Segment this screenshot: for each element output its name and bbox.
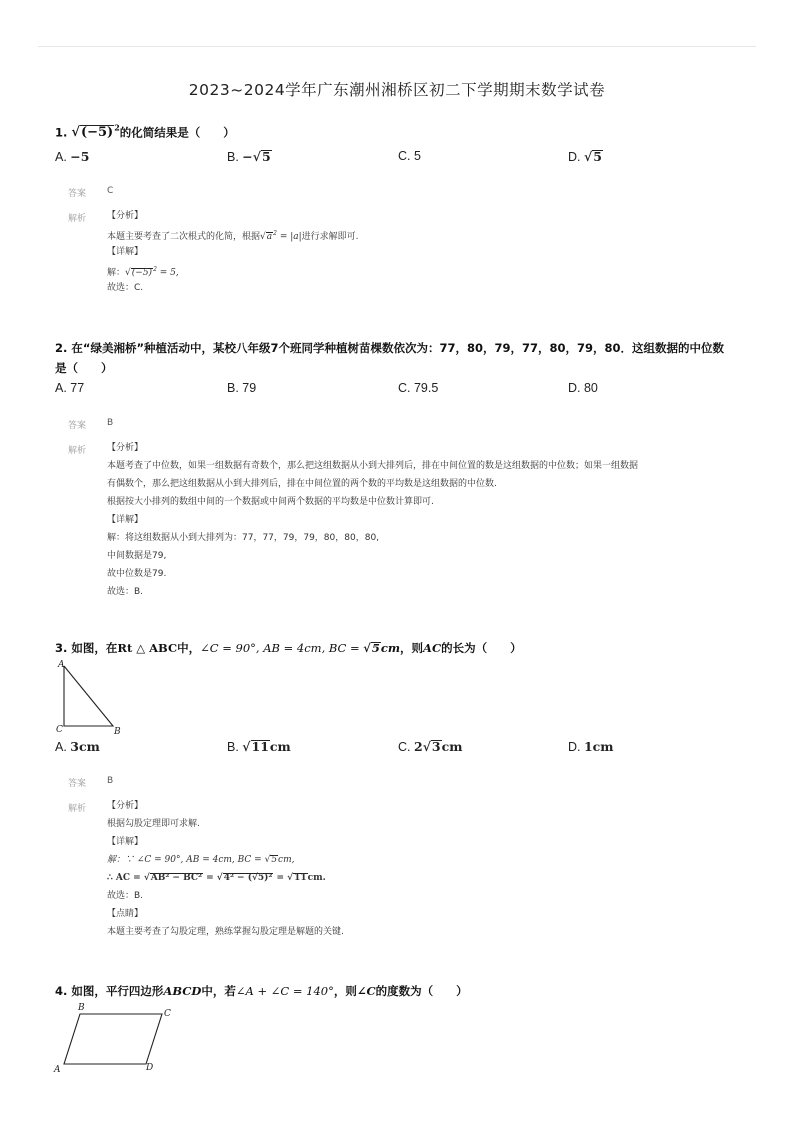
analysis-label: 解析 (68, 446, 87, 456)
q2-option-c: C. 79.5 (398, 381, 439, 395)
q1-answer: C (107, 186, 114, 196)
vertex-c-label: C (56, 725, 63, 735)
vertex-a-label: A (54, 1065, 61, 1075)
question-number: 1. (55, 125, 68, 140)
question-3-stem: 3. 如图，在Rt △ ABC中，∠C = 90°, AB = 4cm, BC = √5cm，则AC的长为（ ） (55, 641, 522, 655)
analysis-label: 解析 (68, 804, 87, 814)
q3-answer: B (107, 776, 114, 786)
question-2-stem-line2: 是（ ） (55, 361, 113, 375)
q3-solution: 【分析】 根据勾股定理即可求解. 【详解】 解：∵ ∠C = 90°, AB = 4cm, BC = √5cm, ∴ AC = √AB² − BC² = √4² − (√5)² = √11cm. 故选：B. 【点睛】 本题主要考查了勾股定理，熟练掌握勾股定理是解题的关键. (107, 801, 344, 937)
vertex-c-label: C (164, 1009, 171, 1019)
answer-label: 答案 (68, 779, 87, 789)
q3-option-d: D. 1cm (568, 739, 614, 754)
sqrt-expression: $√(-5)^2$ (71, 123, 120, 141)
q2-answer: B (107, 418, 114, 428)
question-1-stem: 1. $√(-5)^2$的化简结果是（ ） (55, 123, 235, 141)
page-title: 2023~2024学年广东潮州湘桥区初二下学期期末数学试卷 (188, 81, 606, 99)
answer-label: 答案 (68, 421, 87, 431)
question-4-stem: 4. 如图，平行四边形ABCD中，若∠A + ∠C = 140°，则∠C的度数为（ ） (55, 984, 468, 998)
q2-solution: 【分析】 本题考查了中位数，如果一组数据有奇数个，那么把这组数据从小到大排列后，排在中间位置的数是这组数据的中位数；如果一组数据 有偶数个，那么把这组数据从小到大排列后，排在中间位置的两个数的平均数是这组数据的中位数. 根据按大小排列的数组中间的一个数据或中间两个数据的平均数是中位数计算即可. 【详解】 解：将这组数据从小到大排列为：77，77，79，79，80，80，80, 中间数据是79, 故中位数是79. 故选：B. (107, 443, 639, 597)
question-2-stem: 2. 在“绿美湘桥”种植活动中，某校八年级7个班同学种植树苗棵数依次为：77，80，79，77，80，79，80．这组数据的中位数 (55, 341, 725, 355)
q2-option-b: B. 79 (227, 381, 257, 395)
parallelogram-outline (64, 1014, 162, 1064)
question-number: 4. (55, 984, 68, 998)
q2-option-a: A. 77 (55, 381, 85, 395)
header-rule (38, 46, 756, 47)
q3-option-a: A. 3cm (55, 739, 100, 754)
q3-option-b: B. √11cm (227, 739, 291, 754)
right-triangle-figure (52, 658, 132, 740)
q1-option-a: A. −5 (55, 149, 90, 164)
vertex-a-label: A (58, 660, 65, 670)
vertex-b-label: B (78, 1003, 85, 1013)
analysis-label: 解析 (68, 214, 87, 224)
q3-option-c: C. 2√3cm (398, 739, 463, 754)
q1-option-c: C. 5 (398, 149, 421, 163)
question-number: 3. (55, 641, 68, 655)
q1-option-b: B. −√5 (227, 149, 271, 164)
q1-option-d: D. √5 (568, 149, 602, 164)
vertex-d-label: D (146, 1063, 154, 1073)
triangle-outline (64, 666, 113, 726)
answer-label: 答案 (68, 189, 87, 199)
q2-option-d: D. 80 (568, 381, 598, 395)
vertex-b-label: B (114, 727, 121, 737)
question-number: 2. (55, 341, 68, 355)
parallelogram-figure (50, 1000, 180, 1078)
q1-solution: 【分析】 本题主要考查了二次根式的化简，根据$√a^2 = |a|$进行求解即可. 【详解】 解：$√(-5)^2 = 5$, 故选：C. (107, 211, 359, 293)
